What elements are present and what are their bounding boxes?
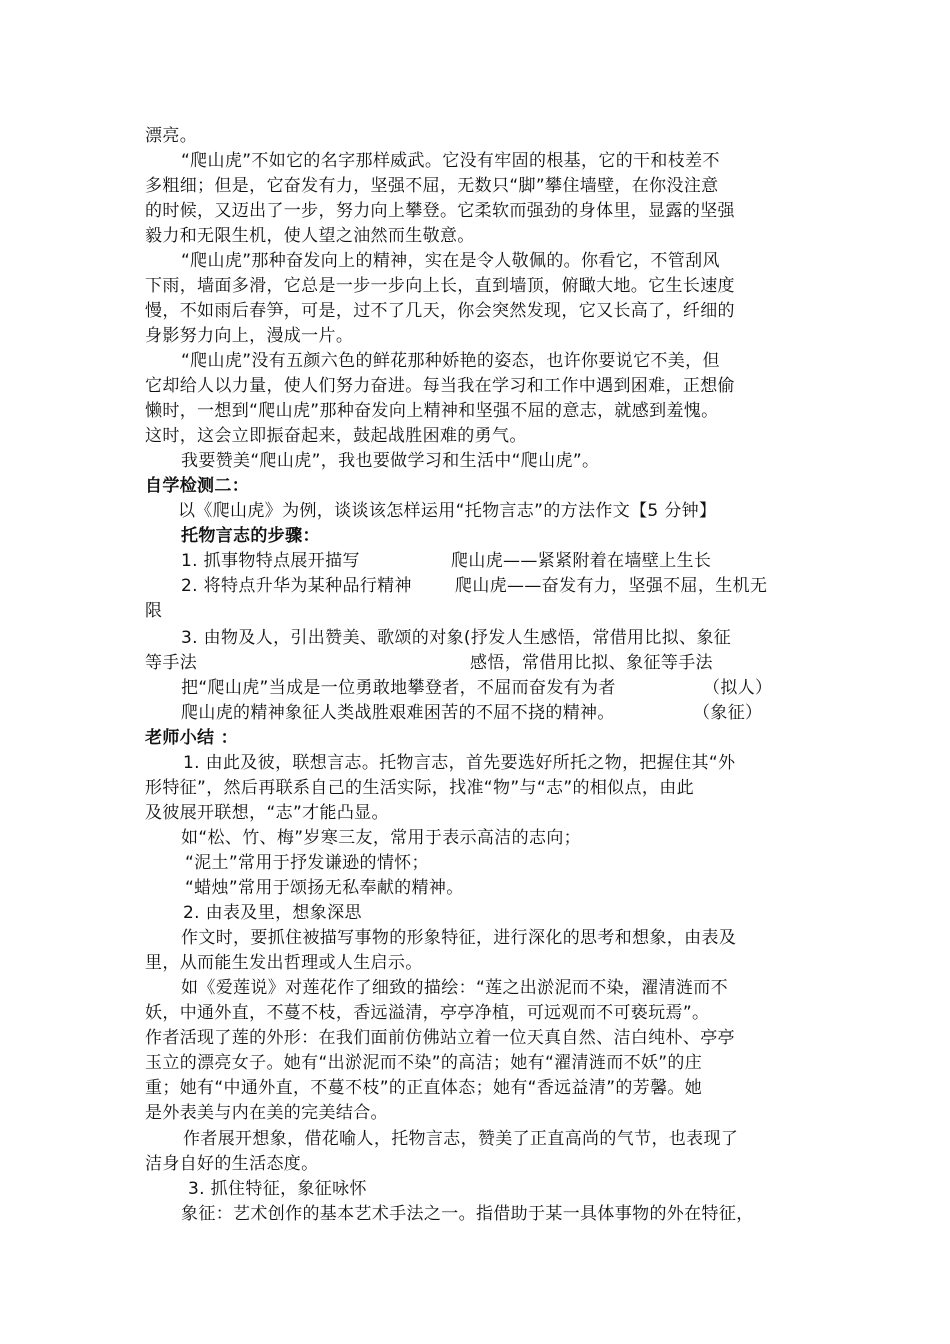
text-line: 及彼展开联想，“志”才能凸显。 bbox=[145, 803, 389, 823]
text-line: 漂亮。 bbox=[145, 126, 198, 146]
text-line: 把“爬山虎”当成是一位勇敢地攀登者，不屈而奋发有为者 bbox=[181, 678, 616, 698]
step-example: 爬山虎——紧紧附着在墙壁上生长 bbox=[451, 551, 712, 571]
text-line: 我要赞美“爬山虎”，我也要做学习和生活中“爬山虎”。 bbox=[181, 451, 600, 471]
text-line: 如《爱莲说》对莲花作了细致的描绘：“莲之出淤泥而不染，濯清涟而不 bbox=[181, 978, 729, 998]
text-line: 作者活现了莲的外形：在我们面前仿佛站立着一位天真自然、洁白纯朴、亭亭 bbox=[145, 1028, 735, 1048]
text-line: 慢，不如雨后春笋，可是，过不了几天，你会突然发现，它又长高了，纤细的 bbox=[145, 301, 735, 321]
text-line: 的时候，又迈出了一步，努力向上攀登。它柔软而强劲的身体里，显露的坚强 bbox=[145, 201, 735, 221]
text-line: 妖，中通外直，不蔓不枝，香远溢清，亭亭净植，可远观而不可亵玩焉”。 bbox=[145, 1003, 710, 1023]
step-example: 爬山虎——奋发有力，坚强不屈，生机无 bbox=[455, 576, 768, 596]
section-heading: 老师小结 ： bbox=[145, 728, 239, 748]
text-line: 作文时，要抓住被描写事物的形象特征，进行深化的思考和想象，由表及 bbox=[181, 928, 737, 948]
subsection-heading: 托物言志的步骤： bbox=[181, 526, 320, 546]
technique-label: （象征） bbox=[693, 703, 763, 723]
text-line: 多粗细；但是，它奋发有力，坚强不屈，无数只“脚”攀住墙壁，在你没注意 bbox=[145, 176, 719, 196]
technique-label: （拟人） bbox=[703, 678, 773, 698]
text-line: 如“松、竹、梅”岁寒三友，常用于表示高洁的志向； bbox=[181, 828, 582, 848]
text-line: 感悟，常借用比拟、象征等手法 bbox=[470, 653, 713, 673]
text-line: 玉立的漂亮女子。她有“出淤泥而不染”的高洁；她有“濯清涟而不妖”的庄 bbox=[145, 1053, 703, 1073]
text-line: 以《爬山虎》为例，谈谈该怎样运用“托物言志”的方法作文【5 分钟】 bbox=[178, 501, 717, 521]
text-line: 洁身自好的生活态度。 bbox=[145, 1154, 319, 1174]
text-line: 下雨，墙面多滑，它总是一步一步向上长，直到墙顶，俯瞰大地。它生长速度 bbox=[145, 276, 735, 296]
text-line: “爬山虎”那种奋发向上的精神，实在是令人敬佩的。你看它，不管刮风 bbox=[181, 251, 720, 271]
text-line: 里，从而能生发出哲理或人生启示。 bbox=[145, 953, 423, 973]
text-line: 身影努力向上，漫成一片。 bbox=[145, 326, 354, 346]
text-line: “蜡烛”常用于颂扬无私奉献的精神。 bbox=[185, 878, 464, 898]
text-line: 懒时，一想到“爬山虎”那种奋发向上精神和坚强不屈的意志，就感到羞愧。 bbox=[145, 401, 719, 421]
text-line: 它却给人以力量，使人们努力奋进。每当我在学习和工作中遇到困难，正想偷 bbox=[145, 376, 735, 396]
text-line: 等手法 bbox=[145, 653, 198, 673]
text-line: 作者展开想象，借花喻人，托物言志，赞美了正直高尚的气节，也表现了 bbox=[183, 1129, 739, 1149]
text-line: 1. 由此及彼，联想言志。托物言志，首先要选好所托之物，把握住其“外 bbox=[183, 753, 736, 773]
step-item: 2. 将特点升华为某种品行精神 bbox=[181, 576, 412, 596]
step-item: 1. 抓事物特点展开描写 bbox=[181, 551, 360, 571]
step-item: 3. 由物及人，引出赞美、歌颂的对象(抒发人生感悟，常借用比拟、象征 bbox=[181, 628, 732, 648]
text-line: 爬山虎的精神象征人类战胜艰难困苦的不屈不挠的精神。 bbox=[181, 703, 615, 723]
text-line: 毅力和无限生机，使人望之油然而生敬意。 bbox=[145, 226, 475, 246]
text-line: “爬山虎”不如它的名字那样威武。它没有牢固的根基，它的干和枝差不 bbox=[181, 151, 720, 171]
text-line: 是外表美与内在美的完美结合。 bbox=[145, 1103, 388, 1123]
text-line: 3. 抓住特征，象征咏怀 bbox=[188, 1179, 367, 1199]
text-line: 限 bbox=[145, 601, 163, 621]
section-heading: 自学检测二： bbox=[145, 476, 250, 496]
text-line: 形特征”，然后再联系自己的生活实际，找准“物”与“志”的相似点，由此 bbox=[145, 778, 694, 798]
text-line: 2. 由表及里，想象深思 bbox=[183, 903, 362, 923]
text-line: 象征：艺术创作的基本艺术手法之一。指借助于某一具体事物的外在特征， bbox=[181, 1204, 754, 1224]
text-line: 重；她有“中通外直，不蔓不枝”的正直体态；她有“香远益清”的芳馨。她 bbox=[145, 1078, 703, 1098]
text-line: “泥土”常用于抒发谦逊的情怀； bbox=[185, 853, 429, 873]
text-line: 这时，这会立即振奋起来，鼓起战胜困难的勇气。 bbox=[145, 426, 527, 446]
text-line: “爬山虎”没有五颜六色的鲜花那种娇艳的姿态，也许你要说它不美，但 bbox=[181, 351, 720, 371]
